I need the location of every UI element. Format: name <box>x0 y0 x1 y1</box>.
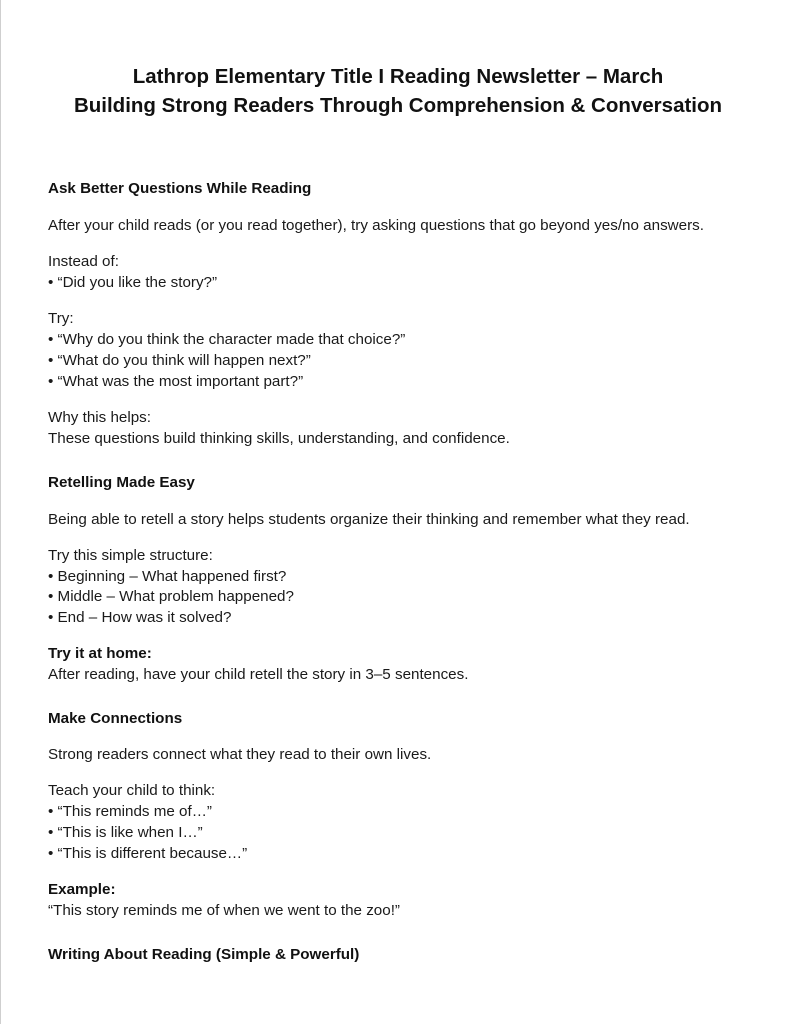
label: Try this simple structure: <box>48 547 213 564</box>
section-heading: Make Connections <box>48 710 183 727</box>
list-item: • “What do you think will happen next?” <box>48 352 311 369</box>
list-item: • End – How was it solved? <box>48 609 232 626</box>
list-item: • Beginning – What happened first? <box>48 568 287 585</box>
list-item: • “This is different because…” <box>48 845 248 862</box>
section-heading: Retelling Made Easy <box>48 474 195 491</box>
paragraph: Being able to retell a story helps students organize their thinking and remember what they read. <box>48 511 690 528</box>
page-edge <box>0 0 1 1024</box>
label: Why this helps: <box>48 409 151 426</box>
list-item: • “Did you like the story?” <box>48 274 218 291</box>
section-heading: Writing About Reading (Simple & Powerful) <box>48 946 360 963</box>
paragraph: “This story reminds me of when we went to the zoo!” <box>48 902 400 919</box>
label-bold: Try it at home: <box>48 645 152 662</box>
paragraph: After your child reads (or you read together), try asking questions that go beyond yes/no answers. <box>48 217 704 234</box>
paragraph: These questions build thinking skills, understanding, and confidence. <box>48 430 510 447</box>
label: Instead of: <box>48 253 119 270</box>
list-item: • “Why do you think the character made that choice?” <box>48 331 406 348</box>
paragraph: After reading, have your child retell the story in 3–5 sentences. <box>48 666 469 683</box>
title-line-1: Lathrop Elementary Title I Reading Newsletter – March <box>132 65 664 88</box>
label: Teach your child to think: <box>48 782 216 799</box>
section-heading: Ask Better Questions While Reading <box>48 180 312 197</box>
label-bold: Example: <box>48 881 116 898</box>
list-item: • Middle – What problem happened? <box>48 588 294 605</box>
title-line-2: Building Strong Readers Through Comprehension & Conversation <box>73 94 723 117</box>
label: Try: <box>48 310 74 327</box>
list-item: • “This is like when I…” <box>48 824 203 841</box>
list-item: • “What was the most important part?” <box>48 373 304 390</box>
newsletter-title <box>0 62 796 120</box>
paragraph: Strong readers connect what they read to their own lives. <box>48 746 432 763</box>
list-item: • “This reminds me of…” <box>48 803 212 820</box>
